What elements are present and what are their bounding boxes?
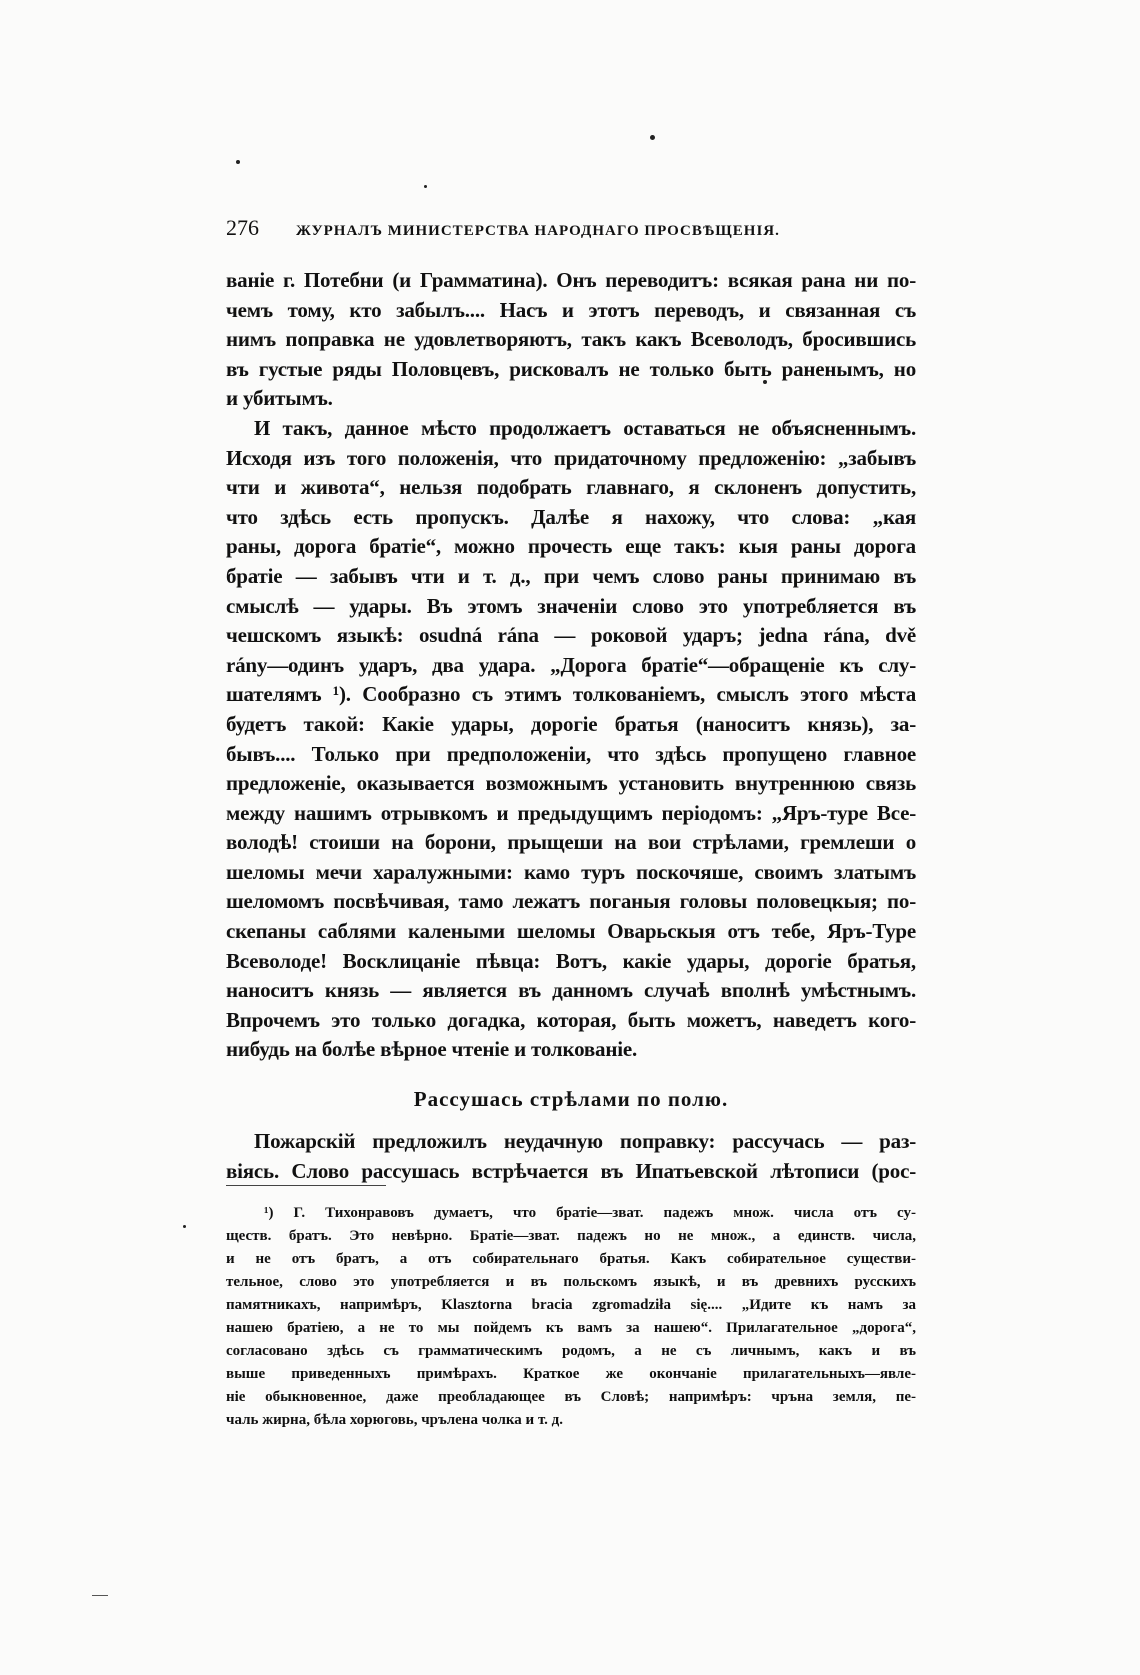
text-line: что здѣсь есть пропускъ. Далѣе я нахожу, что слова: „кая xyxy=(226,504,916,529)
text-line: шеломомъ посвѣчивая, тамо лежатъ поганыя головы половецкыя; по- xyxy=(226,889,916,914)
text-line: и убитымъ. xyxy=(226,386,333,411)
text-line: будетъ такой: Какіе удары, дорогіе братья (наноситъ князь), за- xyxy=(226,711,916,736)
text-line: шателямъ ¹). Сообразно съ этимъ толкованіемъ, смыслъ этого мѣста xyxy=(226,682,916,707)
text-line: Всеволоде! Восклицаніе пѣвца: Вотъ, какіе удары, дорогіе братья, xyxy=(226,948,916,973)
text-line: предложеніе, оказывается возможнымъ установить внутреннюю связь xyxy=(226,771,916,796)
text-line: между нашимъ отрывкомъ и предыдущимъ періодомъ: „Яръ-туре Все- xyxy=(226,800,916,825)
footnote-divider xyxy=(226,1185,386,1186)
text-line: наноситъ князь — является въ данномъ случаѣ вполнѣ умѣстнымъ. xyxy=(226,978,916,1003)
paragraph-continuation xyxy=(226,266,916,414)
text-line: Пожарскій предложилъ неудачную поправку: рассучась — раз- xyxy=(254,1129,916,1153)
text-line: въ густые ряды Половцевъ, рисковалъ не только быть раненымъ, но xyxy=(226,356,916,381)
scan-speck xyxy=(424,185,427,188)
text-line: чешскомъ языкѣ: osudná rána — роковой ударъ; jedna rána, dvě xyxy=(226,623,916,648)
footnote-line: нашею братіею, а не то мы пойдемъ къ вамъ за нашею“. Прилагательное „дорога“, xyxy=(226,1320,916,1336)
footnote-line: чаль жирна, бѣла хорюговь, чрълена чолка и т. д. xyxy=(226,1412,564,1428)
paragraph-main xyxy=(226,414,916,1065)
text-line: Исходя изъ того положенія, что придаточному предложенію: „забывъ xyxy=(226,445,916,470)
scan-speck xyxy=(183,1225,186,1228)
text-line: володѣ! стоиши на борони, прыщеши на вои стрѣлами, гремлеши о xyxy=(226,830,916,855)
text-line: чти и живота“, нельзя подобрать главнаго, я склоненъ допустить, xyxy=(226,475,916,500)
margin-mark xyxy=(92,1595,108,1596)
footnote-line: согласовано здѣсь съ грамматическимъ родомъ, а не съ личнымъ, какъ и въ xyxy=(226,1343,916,1359)
text-line: ваніе г. Потебни (и Грамматина). Онъ переводитъ: всякая рана ни по- xyxy=(226,268,916,292)
main-text-block xyxy=(226,266,916,1065)
running-header xyxy=(226,215,916,241)
footnote-line: выше приведенныхъ примѣрахъ. Краткое же окончаніе прилагательныхъ—явле- xyxy=(226,1366,916,1382)
text-line: шеломы мечи харалужными: камо туръ поскочяше, своимъ златымъ xyxy=(226,859,916,884)
footnote-line: тельное, слово это употребляется и въ польскомъ языкѣ, и въ древнихъ русскихъ xyxy=(226,1274,916,1290)
text-line: Впрочемъ это только догадка, которая, быть можетъ, наведетъ кого- xyxy=(226,1007,916,1032)
text-line: чемъ тому, кто забылъ.... Насъ и этотъ переводъ, и связанная съ xyxy=(226,297,916,322)
section-heading: Рассушась стрѣлами по полю. xyxy=(413,1087,729,1111)
text-line: скепаны саблями калеными шеломы Оварьскыя отъ тебе, Яръ-Туре xyxy=(226,919,916,944)
text-line: братіе — забывъ чти и т. д., при чемъ слово раны принимаю въ xyxy=(226,563,916,588)
footnote-line: ¹) Г. Тихонравовъ думаетъ, что братіе—зват. падежъ множ. числа отъ су- xyxy=(264,1205,916,1221)
footnote-line: ществ. братъ. Это невѣрно. Братіе—зват. падежъ но не множ., а единств. числа, xyxy=(226,1228,916,1244)
text-line: ránу—одинъ ударъ, два удара. „Дорога братіе“—обращеніе къ слу- xyxy=(226,652,916,677)
text-line: раны, дорога братіе“, можно прочесть еще такъ: кыя раны дорога xyxy=(226,534,916,559)
text-line: віясь. Слово рассушась встрѣчается въ Ипатьевской лѣтописи (рос- xyxy=(226,1159,916,1183)
section-text-block xyxy=(226,1126,916,1186)
text-line: бывъ.... Только при предположеніи, что здѣсь пропущено главное xyxy=(226,741,916,766)
page-number: 276 xyxy=(226,215,259,240)
scan-speck xyxy=(236,160,240,164)
text-line: нимъ поправка не удовлетворяютъ, такъ какъ Всеволодъ, бросившись xyxy=(226,327,916,352)
text-line: смыслѣ — удары. Въ этомъ значеніи слово это употребляется въ xyxy=(226,593,916,618)
footnote-line: и не отъ братъ, а отъ собирательнаго братья. Какъ собирательное существи- xyxy=(226,1251,916,1267)
text-line: нибудь на болѣе вѣрное чтеніе и толкованіе. xyxy=(226,1037,638,1062)
running-title: ЖУРНАЛЪ МИНИСТЕРСТВА НАРОДНАГО ПРОСВѢЩЕНІЯ. xyxy=(296,223,780,239)
footnote-line: памятникахъ, напримѣръ, Klasztorna bracia zgromadziła się.... „Идите къ намъ за xyxy=(226,1297,916,1313)
text-line: И такъ, данное мѣсто продолжаетъ оставаться не объясненнымъ. xyxy=(254,415,916,440)
scan-speck xyxy=(650,135,655,140)
footnote-block xyxy=(226,1202,916,1432)
footnote-line: ніе обыкновенное, даже преобладающее въ Словѣ; напримѣръ: чръна земля, пе- xyxy=(226,1389,916,1405)
